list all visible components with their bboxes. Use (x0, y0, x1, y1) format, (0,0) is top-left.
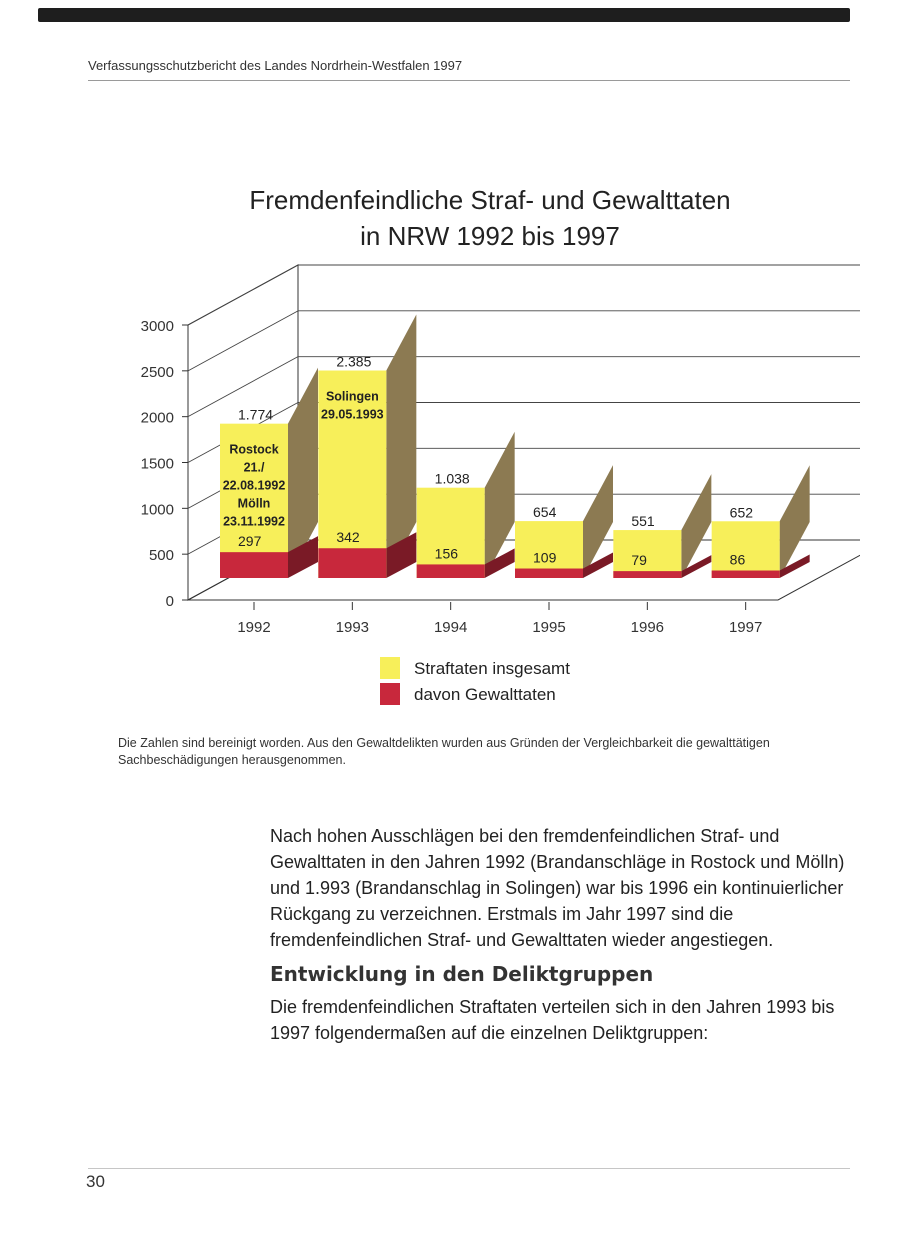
gridline-left (188, 311, 298, 371)
bar-total (712, 521, 780, 578)
bar-label-violent: 297 (238, 533, 262, 550)
bar-annotation-line: Solingen (325, 389, 379, 404)
x-tick-label: 1997 (728, 619, 763, 636)
bar-violent (515, 569, 583, 578)
bar-chart (120, 255, 860, 645)
x-tick-label: 1993 (335, 619, 370, 636)
running-title: Verfassungsschutzbericht des Landes Nordrhein-Westfalen 1997 (88, 58, 463, 73)
bar-label-violent: 109 (533, 549, 557, 566)
y-tick-label: 1500 (140, 455, 174, 473)
bar-annotation-line: 21./ (243, 460, 265, 475)
y-tick-label: 500 (148, 547, 174, 565)
chart-title-line-1: Fremdenfeindliche Straf- und Gewalttaten (249, 185, 731, 215)
legend-swatch-total (380, 657, 400, 679)
y-tick-label: 3000 (140, 318, 174, 335)
x-tick-label: 1995 (532, 619, 566, 636)
chart-title-line-2: in NRW 1992 bis 1997 (360, 221, 620, 251)
legend-swatch-violent (380, 683, 400, 705)
bar-annotation-line: 29.05.1993 (321, 407, 384, 422)
x-tick-label: 1992 (237, 619, 271, 636)
footer-rule (88, 1168, 850, 1169)
section-heading: Entwicklung in den Deliktgruppen (270, 962, 654, 986)
bar-label-violent: 86 (729, 551, 746, 568)
bar-label-violent: 342 (336, 529, 360, 546)
chart-legend (380, 655, 640, 707)
bar-annotation-line: 22.08.1992 (222, 478, 286, 493)
y-tick-label: 0 (165, 593, 174, 610)
chart-footnote: Die Zahlen sind bereinigt worden. Aus den Gewaltdelikten wurden aus Gründen der Vergleichbarkeit die gewalttätigen Sachbeschädigungen herausgenommen. (118, 736, 770, 767)
bar-label-total: 652 (729, 504, 754, 521)
x-tick-label: 1994 (433, 619, 468, 636)
y-tick-label: 1000 (140, 501, 174, 519)
chart-title (150, 182, 830, 254)
y-tick-label: 2500 (140, 363, 174, 381)
bar-total (613, 530, 681, 578)
bar-label-total: 1.774 (238, 406, 274, 423)
bar-violent (220, 552, 288, 578)
bar-label-violent: 79 (631, 552, 647, 569)
bar-annotation-line: 23.11.1992 (223, 514, 285, 529)
bar-annotation-line: Mölln (237, 496, 271, 511)
bar-violent (712, 571, 780, 578)
top-border-bar (38, 8, 850, 22)
y-tick-label: 2000 (140, 409, 174, 427)
body-paragraph-1: Nach hohen Ausschlägen bei den fremdenfeindlichen Straf- und Gewalttaten in den Jahren 1992 (Brandanschläge in Rostock und Mölln) und 1.993 (Brandanschlag in Solingen) war bis 1996 ein kontinuierlicher Rückgang zu verzeichnen. Erstmals im Jahr 1997 sind die fremdenfeindlichen Straf- und Gewalttaten wieder angestiegen. (270, 826, 845, 950)
bar-label-total: 551 (631, 513, 655, 530)
bar-label-total: 1.038 (434, 470, 470, 487)
header-rule (88, 80, 850, 81)
legend-label-total: Straftaten insgesamt (414, 659, 570, 678)
bar-label-violent: 156 (434, 545, 459, 562)
legend-label-violent: davon Gewalttaten (414, 685, 556, 704)
bar-label-total: 2.385 (336, 353, 372, 370)
body-paragraph-2: Die fremdenfeindlichen Straftaten verteilen sich in den Jahren 1993 bis 1997 folgendermaßen auf die einzelnen Deliktgruppen: (270, 997, 835, 1043)
gridline-left (188, 265, 298, 325)
x-tick-label: 1996 (630, 619, 665, 636)
bar-violent (318, 548, 386, 578)
bar-violent (417, 564, 485, 578)
bar-label-total: 654 (533, 504, 557, 521)
page-number: 30 (86, 1172, 105, 1191)
bar-violent (613, 571, 681, 578)
bar-annotation-line: Rostock (229, 442, 279, 457)
